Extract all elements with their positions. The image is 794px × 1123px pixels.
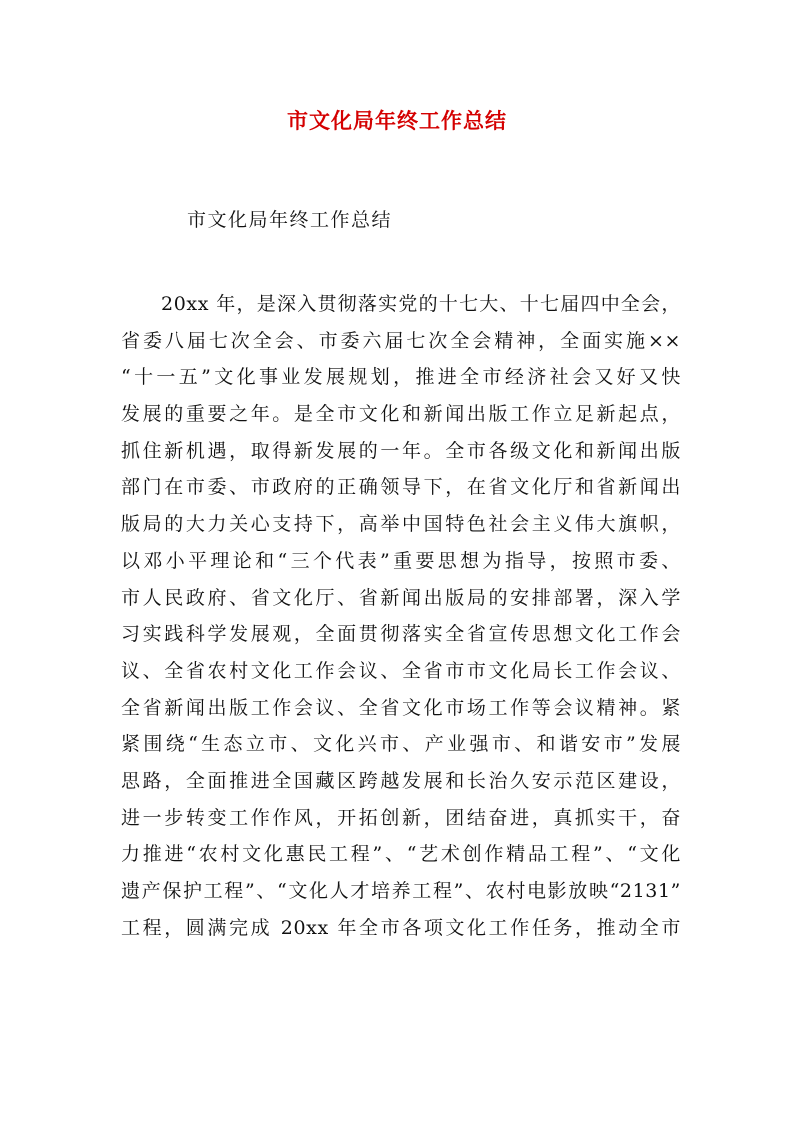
body-line: 市人民政府、省文化厅、省新闻出版局的安排部署，深入学 [121,586,681,609]
body-line: 抓住新机遇，取得新发展的一年。全市各级文化和新闻出版 [121,439,681,462]
body-line: 力推进“农村文化惠民工程”、“艺术创作精品工程”、“文化 [121,843,681,866]
body-line: 遗产保护工程”、“文化人才培养工程”、农村电影放映“2131” [121,880,681,902]
body-line: 以邓小平理论和“三个代表”重要思想为指导，按照市委、 [121,549,681,572]
body-paragraph [121,286,681,946]
body-line: 议、全省农村文化工作会议、全省市市文化局长工作会议、 [121,659,681,682]
body-line: 习实践科学发展观，全面贯彻落实全省宣传思想文化工作会 [121,623,681,646]
document-subtitle: 市文化局年终工作总结 [187,209,393,231]
body-line: 20xx 年，是深入贯彻落实党的十七大、十七届四中全会， [161,293,681,315]
body-line: 紧围绕“生态立市、文化兴市、产业强市、和谐安市”发展 [121,733,681,756]
body-line: 版局的大力关心支持下，高举中国特色社会主义伟大旗帜， [121,513,681,536]
body-line: “十一五”文化事业发展规划，推进全市经济社会又好又快 [121,366,681,389]
document-title: 市文化局年终工作总结 [287,108,507,133]
body-line: 部门在市委、市政府的正确领导下，在省文化厅和省新闻出 [121,476,681,499]
body-line: 发展的重要之年。是全市文化和新闻出版工作立足新起点， [121,403,681,426]
body-line: 工程，圆满完成 20xx 年全市各项文化工作任务，推动全市 [121,916,681,939]
body-line: 全省新闻出版工作会议、全省文化市场工作等会议精神。紧 [121,696,681,719]
body-line: 省委八届七次全会、市委六届七次全会精神，全面实施×× [121,329,681,352]
body-line: 进一步转变工作作风，开拓创新，团结奋进，真抓实干，奋 [121,806,681,829]
body-line: 思路，全面推进全国藏区跨越发展和长治久安示范区建设， [121,769,681,792]
